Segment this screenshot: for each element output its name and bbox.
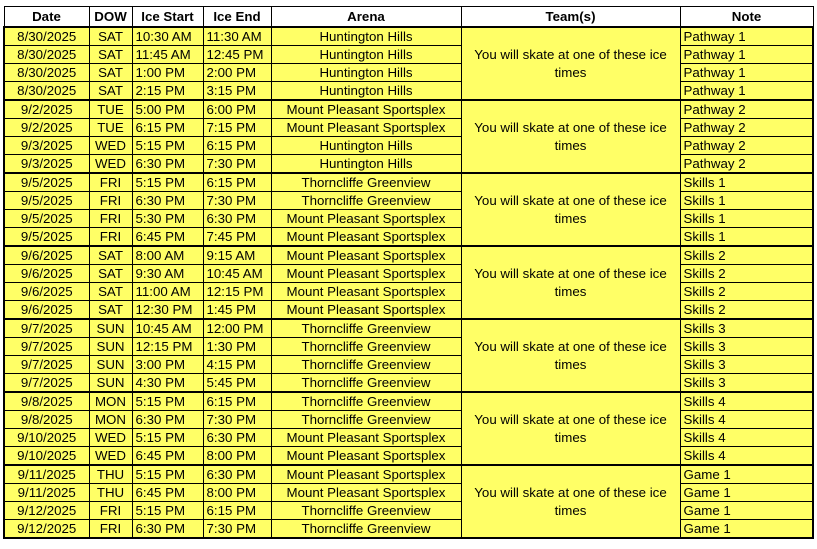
cell-dow[interactable]: TUE — [89, 119, 132, 137]
cell-date[interactable]: 9/5/2025 — [4, 173, 89, 192]
table-row — [4, 64, 813, 82]
cell-note[interactable]: Skills 3 — [680, 319, 813, 338]
table-row — [4, 392, 813, 411]
table-row — [4, 100, 813, 119]
cell-dow[interactable]: THU — [89, 465, 132, 484]
cell-ice-end[interactable]: 5:45 PM — [203, 374, 271, 393]
cell-arena[interactable]: Mount Pleasant Sportsplex — [271, 429, 461, 447]
cell-ice-end[interactable]: 6:30 PM — [203, 465, 271, 484]
cell-note[interactable]: Game 1 — [680, 520, 813, 539]
cell-ice-end[interactable]: 6:30 PM — [203, 210, 271, 228]
cell-ice-start[interactable]: 2:15 PM — [132, 82, 203, 101]
cell-ice-end[interactable]: 2:00 PM — [203, 64, 271, 82]
cell-teams[interactable]: You will skate at one of these ice times — [461, 27, 680, 100]
cell-arena[interactable]: Huntington Hills — [271, 27, 461, 46]
cell-date[interactable]: 9/11/2025 — [4, 484, 89, 502]
table-row — [4, 520, 813, 539]
cell-date[interactable]: 8/30/2025 — [4, 46, 89, 64]
cell-note[interactable]: Pathway 1 — [680, 82, 813, 101]
table-row — [4, 484, 813, 502]
cell-ice-end[interactable]: 12:45 PM — [203, 46, 271, 64]
cell-ice-end[interactable]: 4:15 PM — [203, 356, 271, 374]
cell-arena[interactable]: Huntington Hills — [271, 137, 461, 155]
table-row — [4, 82, 813, 101]
cell-ice-start[interactable]: 5:15 PM — [132, 502, 203, 520]
cell-date[interactable]: 9/3/2025 — [4, 155, 89, 174]
cell-ice-start[interactable]: 5:15 PM — [132, 173, 203, 192]
cell-ice-start[interactable]: 5:00 PM — [132, 100, 203, 119]
cell-date[interactable]: 9/11/2025 — [4, 465, 89, 484]
cell-teams[interactable]: You will skate at one of these ice times — [461, 465, 680, 538]
cell-dow[interactable]: SUN — [89, 356, 132, 374]
cell-ice-start[interactable]: 5:15 PM — [132, 392, 203, 411]
cell-arena[interactable]: Mount Pleasant Sportsplex — [271, 119, 461, 137]
table-row — [4, 319, 813, 338]
cell-ice-end[interactable]: 6:15 PM — [203, 137, 271, 155]
cell-date[interactable]: 9/6/2025 — [4, 301, 89, 320]
header-ice-end[interactable]: Ice End — [203, 7, 271, 28]
cell-note[interactable]: Game 1 — [680, 484, 813, 502]
cell-ice-end[interactable]: 7:15 PM — [203, 119, 271, 137]
cell-arena[interactable]: Thorncliffe Greenview — [271, 338, 461, 356]
cell-ice-end[interactable]: 11:30 AM — [203, 27, 271, 46]
cell-date[interactable]: 9/12/2025 — [4, 502, 89, 520]
table-row — [4, 374, 813, 393]
cell-dow[interactable]: THU — [89, 484, 132, 502]
cell-dow[interactable]: SAT — [89, 265, 132, 283]
cell-dow[interactable]: MON — [89, 392, 132, 411]
table-row — [4, 119, 813, 137]
cell-dow[interactable]: FRI — [89, 520, 132, 539]
cell-arena[interactable]: Thorncliffe Greenview — [271, 356, 461, 374]
cell-dow[interactable]: WED — [89, 429, 132, 447]
cell-teams[interactable]: You will skate at one of these ice times — [461, 100, 680, 173]
cell-ice-start[interactable]: 6:30 PM — [132, 411, 203, 429]
cell-date[interactable]: 9/5/2025 — [4, 228, 89, 247]
cell-date[interactable]: 9/7/2025 — [4, 356, 89, 374]
header-date[interactable]: Date — [4, 7, 89, 28]
table-row — [4, 356, 813, 374]
cell-note[interactable]: Pathway 1 — [680, 27, 813, 46]
cell-dow[interactable]: SUN — [89, 374, 132, 393]
cell-dow[interactable]: SAT — [89, 27, 132, 46]
table-row — [4, 155, 813, 174]
cell-arena[interactable]: Thorncliffe Greenview — [271, 502, 461, 520]
cell-dow[interactable]: WED — [89, 155, 132, 174]
cell-note[interactable]: Pathway 2 — [680, 155, 813, 174]
cell-note[interactable]: Game 1 — [680, 502, 813, 520]
cell-dow[interactable]: SAT — [89, 283, 132, 301]
cell-note[interactable]: Skills 3 — [680, 374, 813, 393]
cell-note[interactable]: Skills 4 — [680, 429, 813, 447]
cell-ice-end[interactable]: 1:45 PM — [203, 301, 271, 320]
cell-note[interactable]: Skills 1 — [680, 210, 813, 228]
cell-ice-end[interactable]: 12:00 PM — [203, 319, 271, 338]
cell-date[interactable]: 9/12/2025 — [4, 520, 89, 539]
cell-note[interactable]: Skills 3 — [680, 338, 813, 356]
cell-ice-start[interactable]: 3:00 PM — [132, 356, 203, 374]
table-row — [4, 228, 813, 247]
table-row — [4, 411, 813, 429]
cell-ice-start[interactable]: 12:15 PM — [132, 338, 203, 356]
cell-dow[interactable]: SAT — [89, 82, 132, 101]
cell-ice-start[interactable]: 6:45 PM — [132, 228, 203, 247]
cell-date[interactable]: 9/10/2025 — [4, 429, 89, 447]
cell-note[interactable]: Skills 4 — [680, 411, 813, 429]
table-row — [4, 46, 813, 64]
cell-ice-end[interactable]: 7:30 PM — [203, 155, 271, 174]
cell-ice-start[interactable]: 4:30 PM — [132, 374, 203, 393]
cell-note[interactable]: Skills 2 — [680, 283, 813, 301]
cell-date[interactable]: 9/6/2025 — [4, 246, 89, 265]
table-row — [4, 283, 813, 301]
cell-date[interactable]: 9/7/2025 — [4, 319, 89, 338]
cell-arena[interactable]: Thorncliffe Greenview — [271, 392, 461, 411]
cell-dow[interactable]: SAT — [89, 46, 132, 64]
cell-arena[interactable]: Huntington Hills — [271, 46, 461, 64]
cell-ice-start[interactable]: 10:45 AM — [132, 319, 203, 338]
cell-ice-start[interactable]: 6:45 PM — [132, 447, 203, 466]
cell-note[interactable]: Skills 2 — [680, 246, 813, 265]
cell-arena[interactable]: Mount Pleasant Sportsplex — [271, 228, 461, 247]
table-row — [4, 246, 813, 265]
cell-arena[interactable]: Mount Pleasant Sportsplex — [271, 484, 461, 502]
cell-teams[interactable]: You will skate at one of these ice times — [461, 246, 680, 319]
cell-ice-end[interactable]: 6:30 PM — [203, 429, 271, 447]
cell-dow[interactable]: MON — [89, 411, 132, 429]
table-row — [4, 137, 813, 155]
cell-ice-start[interactable]: 5:15 PM — [132, 465, 203, 484]
cell-ice-start[interactable]: 11:45 AM — [132, 46, 203, 64]
cell-date[interactable]: 8/30/2025 — [4, 64, 89, 82]
cell-ice-end[interactable]: 7:45 PM — [203, 228, 271, 247]
cell-ice-end[interactable]: 7:30 PM — [203, 520, 271, 539]
table-row — [4, 210, 813, 228]
cell-dow[interactable]: FRI — [89, 210, 132, 228]
cell-note[interactable]: Pathway 2 — [680, 119, 813, 137]
header-arena[interactable]: Arena — [271, 7, 461, 28]
cell-arena[interactable]: Thorncliffe Greenview — [271, 520, 461, 539]
cell-ice-start[interactable]: 11:00 AM — [132, 283, 203, 301]
cell-note[interactable]: Pathway 1 — [680, 64, 813, 82]
table-row — [4, 173, 813, 192]
cell-ice-end[interactable]: 8:00 PM — [203, 447, 271, 466]
cell-ice-end[interactable]: 6:00 PM — [203, 100, 271, 119]
cell-dow[interactable]: FRI — [89, 502, 132, 520]
cell-ice-start[interactable]: 5:15 PM — [132, 137, 203, 155]
cell-arena[interactable]: Mount Pleasant Sportsplex — [271, 100, 461, 119]
cell-arena[interactable]: Huntington Hills — [271, 155, 461, 174]
cell-arena[interactable]: Mount Pleasant Sportsplex — [271, 265, 461, 283]
cell-ice-start[interactable]: 5:15 PM — [132, 429, 203, 447]
cell-note[interactable]: Skills 3 — [680, 356, 813, 374]
cell-ice-end[interactable]: 6:15 PM — [203, 173, 271, 192]
header-dow[interactable]: DOW — [89, 7, 132, 28]
cell-ice-end[interactable]: 3:15 PM — [203, 82, 271, 101]
cell-ice-end[interactable]: 8:00 PM — [203, 484, 271, 502]
schedule-body — [4, 27, 813, 538]
cell-arena[interactable]: Huntington Hills — [271, 64, 461, 82]
cell-arena[interactable]: Mount Pleasant Sportsplex — [271, 301, 461, 320]
cell-dow[interactable]: TUE — [89, 100, 132, 119]
cell-ice-end[interactable]: 6:15 PM — [203, 392, 271, 411]
table-row — [4, 265, 813, 283]
cell-arena[interactable]: Mount Pleasant Sportsplex — [271, 447, 461, 466]
table-row — [4, 27, 813, 46]
cell-date[interactable]: 9/5/2025 — [4, 192, 89, 210]
table-row — [4, 192, 813, 210]
cell-arena[interactable]: Thorncliffe Greenview — [271, 319, 461, 338]
cell-note[interactable]: Skills 4 — [680, 392, 813, 411]
header-note[interactable]: Note — [680, 7, 813, 28]
cell-dow[interactable]: SUN — [89, 338, 132, 356]
cell-dow[interactable]: SAT — [89, 246, 132, 265]
ice-schedule-table — [3, 6, 814, 539]
cell-arena[interactable]: Mount Pleasant Sportsplex — [271, 465, 461, 484]
cell-date[interactable]: 9/5/2025 — [4, 210, 89, 228]
cell-ice-start[interactable]: 12:30 PM — [132, 301, 203, 320]
cell-ice-start[interactable]: 6:15 PM — [132, 119, 203, 137]
cell-dow[interactable]: SUN — [89, 319, 132, 338]
cell-ice-end[interactable]: 6:15 PM — [203, 502, 271, 520]
table-row — [4, 301, 813, 320]
header-row — [4, 7, 813, 28]
cell-dow[interactable]: WED — [89, 447, 132, 466]
table-row — [4, 338, 813, 356]
cell-date[interactable]: 9/6/2025 — [4, 283, 89, 301]
cell-teams[interactable]: You will skate at one of these ice times — [461, 392, 680, 465]
cell-ice-start[interactable]: 6:45 PM — [132, 484, 203, 502]
cell-ice-start[interactable]: 1:00 PM — [132, 64, 203, 82]
cell-ice-end[interactable]: 9:15 AM — [203, 246, 271, 265]
table-row — [4, 429, 813, 447]
table-row — [4, 447, 813, 466]
cell-date[interactable]: 9/6/2025 — [4, 265, 89, 283]
cell-arena[interactable]: Thorncliffe Greenview — [271, 374, 461, 393]
header-ice-start[interactable]: Ice Start — [132, 7, 203, 28]
cell-date[interactable]: 9/2/2025 — [4, 100, 89, 119]
cell-date[interactable]: 9/7/2025 — [4, 374, 89, 393]
cell-ice-end[interactable]: 12:15 PM — [203, 283, 271, 301]
cell-note[interactable]: Skills 2 — [680, 265, 813, 283]
cell-note[interactable]: Pathway 1 — [680, 46, 813, 64]
cell-arena[interactable]: Mount Pleasant Sportsplex — [271, 210, 461, 228]
cell-ice-start[interactable]: 10:30 AM — [132, 27, 203, 46]
cell-date[interactable]: 9/10/2025 — [4, 447, 89, 466]
cell-note[interactable]: Skills 2 — [680, 301, 813, 320]
cell-arena[interactable]: Mount Pleasant Sportsplex — [271, 246, 461, 265]
cell-date[interactable]: 9/8/2025 — [4, 392, 89, 411]
cell-arena[interactable]: Thorncliffe Greenview — [271, 192, 461, 210]
cell-note[interactable]: Pathway 2 — [680, 100, 813, 119]
cell-arena[interactable]: Thorncliffe Greenview — [271, 411, 461, 429]
cell-arena[interactable]: Mount Pleasant Sportsplex — [271, 283, 461, 301]
cell-dow[interactable]: SAT — [89, 64, 132, 82]
cell-arena[interactable]: Huntington Hills — [271, 82, 461, 101]
cell-ice-end[interactable]: 7:30 PM — [203, 411, 271, 429]
cell-note[interactable]: Skills 1 — [680, 192, 813, 210]
cell-dow[interactable]: FRI — [89, 192, 132, 210]
cell-teams[interactable]: You will skate at one of these ice times — [461, 319, 680, 392]
cell-date[interactable]: 8/30/2025 — [4, 27, 89, 46]
cell-ice-end[interactable]: 7:30 PM — [203, 192, 271, 210]
cell-note[interactable]: Game 1 — [680, 465, 813, 484]
cell-ice-start[interactable]: 6:30 PM — [132, 192, 203, 210]
cell-date[interactable]: 9/3/2025 — [4, 137, 89, 155]
table-row — [4, 465, 813, 484]
cell-note[interactable]: Pathway 2 — [680, 137, 813, 155]
cell-dow[interactable]: FRI — [89, 173, 132, 192]
cell-ice-start[interactable]: 8:00 AM — [132, 246, 203, 265]
cell-teams[interactable]: You will skate at one of these ice times — [461, 173, 680, 246]
cell-ice-start[interactable]: 6:30 PM — [132, 520, 203, 539]
header-teams[interactable]: Team(s) — [461, 7, 680, 28]
cell-note[interactable]: Skills 1 — [680, 228, 813, 247]
cell-ice-start[interactable]: 6:30 PM — [132, 155, 203, 174]
cell-ice-start[interactable]: 5:30 PM — [132, 210, 203, 228]
cell-ice-end[interactable]: 1:30 PM — [203, 338, 271, 356]
cell-dow[interactable]: FRI — [89, 228, 132, 247]
cell-date[interactable]: 9/8/2025 — [4, 411, 89, 429]
cell-ice-start[interactable]: 9:30 AM — [132, 265, 203, 283]
cell-ice-end[interactable]: 10:45 AM — [203, 265, 271, 283]
cell-dow[interactable]: SAT — [89, 301, 132, 320]
cell-note[interactable]: Skills 1 — [680, 173, 813, 192]
cell-dow[interactable]: WED — [89, 137, 132, 155]
cell-date[interactable]: 8/30/2025 — [4, 82, 89, 101]
cell-note[interactable]: Skills 4 — [680, 447, 813, 466]
cell-arena[interactable]: Thorncliffe Greenview — [271, 173, 461, 192]
cell-date[interactable]: 9/2/2025 — [4, 119, 89, 137]
cell-date[interactable]: 9/7/2025 — [4, 338, 89, 356]
table-row — [4, 502, 813, 520]
